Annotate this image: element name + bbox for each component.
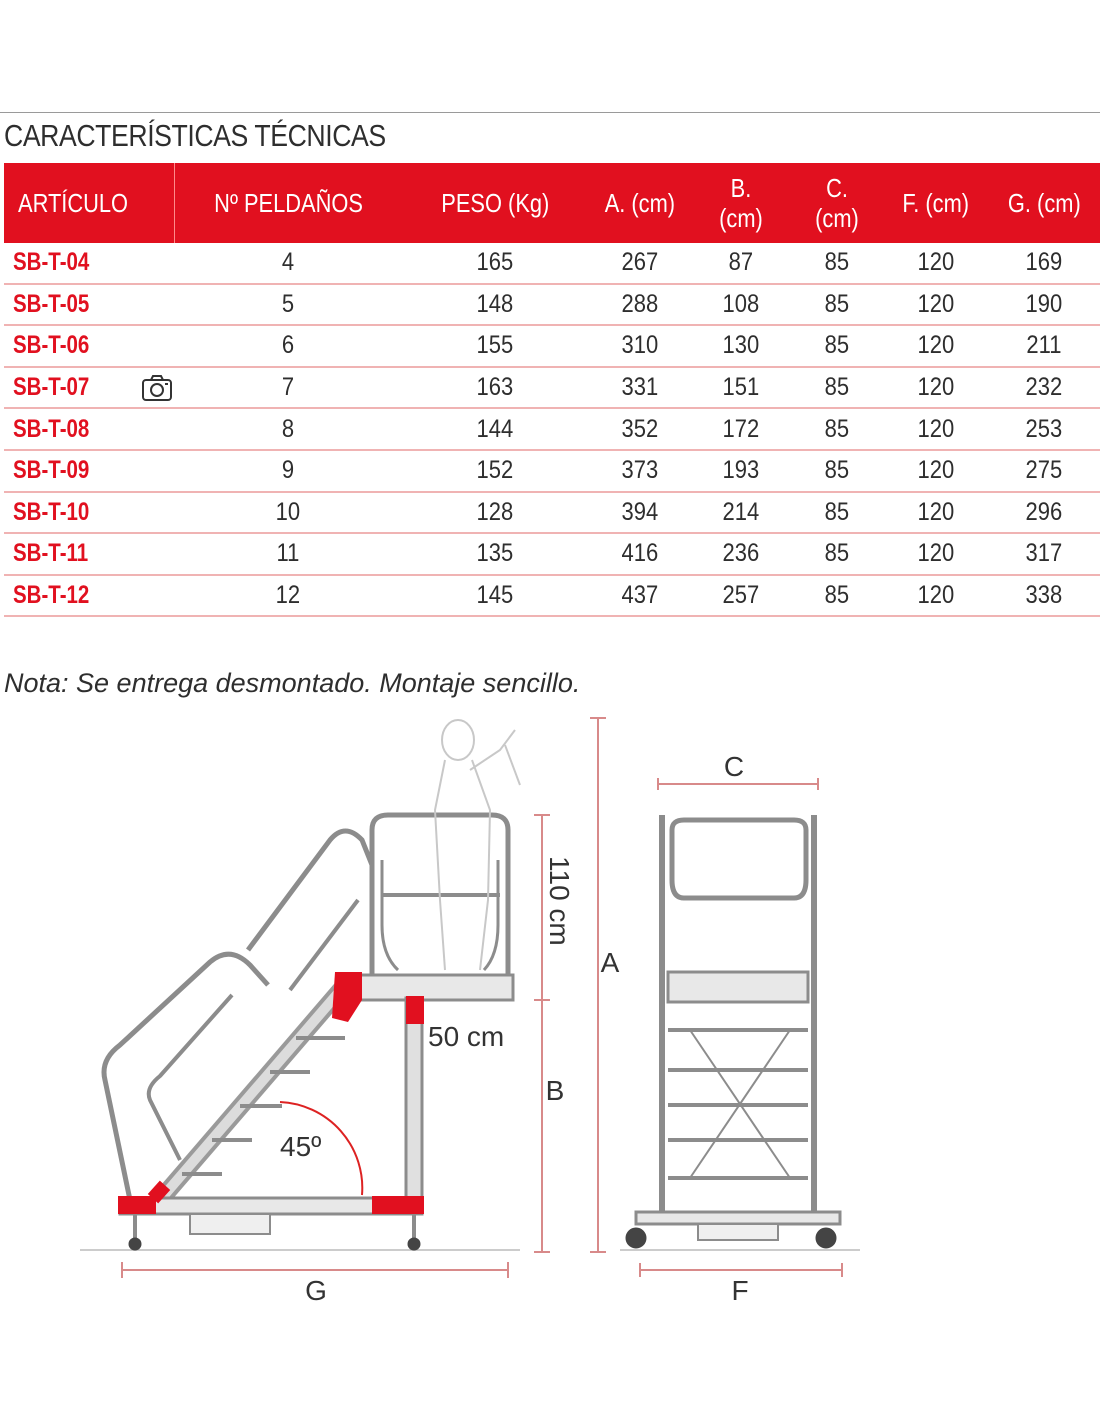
table-cell: 352 bbox=[588, 408, 692, 450]
table-cell: 120 bbox=[884, 533, 988, 575]
table-cell: 373 bbox=[588, 450, 692, 492]
table-cell: 267 bbox=[588, 243, 692, 284]
table-cell: 85 bbox=[790, 533, 884, 575]
cell-articulo: SB-T-05 bbox=[4, 284, 174, 326]
label-c: C bbox=[723, 751, 745, 782]
table-cell: 214 bbox=[692, 492, 790, 534]
table-cell: 394 bbox=[588, 492, 692, 534]
table-cell: 10 bbox=[174, 492, 402, 534]
table-cell: 144 bbox=[402, 408, 588, 450]
table-header-row bbox=[4, 163, 1100, 243]
table-cell: 310 bbox=[588, 325, 692, 367]
header-c: C. (cm) bbox=[790, 163, 884, 243]
table-cell: 85 bbox=[790, 325, 884, 367]
camera-icon[interactable] bbox=[141, 374, 173, 402]
table-cell: 85 bbox=[790, 243, 884, 284]
table-cell: 145 bbox=[402, 575, 588, 617]
table-cell: 275 bbox=[988, 450, 1100, 492]
table-row bbox=[4, 284, 1100, 326]
label-a: A bbox=[600, 947, 620, 978]
header-f: F. (cm) bbox=[884, 163, 988, 243]
table-cell: 4 bbox=[174, 243, 402, 284]
table-cell: 87 bbox=[692, 243, 790, 284]
table-cell: 128 bbox=[402, 492, 588, 534]
table-cell: 211 bbox=[988, 325, 1100, 367]
table-cell: 120 bbox=[884, 325, 988, 367]
table-cell: 165 bbox=[402, 243, 588, 284]
table-cell: 152 bbox=[402, 450, 588, 492]
table-cell: 85 bbox=[790, 284, 884, 326]
table-cell: 288 bbox=[588, 284, 692, 326]
table-cell: 190 bbox=[988, 284, 1100, 326]
table-cell: 232 bbox=[988, 367, 1100, 409]
assembly-note: Nota: Se entrega desmontado. Montaje sencillo. bbox=[4, 668, 581, 698]
table-cell: 120 bbox=[884, 575, 988, 617]
cell-articulo: SB-T-11 bbox=[4, 533, 174, 575]
cell-articulo: SB-T-04 bbox=[4, 243, 174, 284]
cell-articulo: SB-T-07 bbox=[4, 367, 174, 409]
table-cell: 7 bbox=[174, 367, 402, 409]
label-110cm: 110 cm bbox=[544, 856, 575, 946]
cell-articulo: SB-T-06 bbox=[4, 325, 174, 367]
header-g: G. (cm) bbox=[988, 163, 1100, 243]
table-cell: 236 bbox=[692, 533, 790, 575]
table-row bbox=[4, 367, 1100, 409]
table-cell: 130 bbox=[692, 325, 790, 367]
table-row bbox=[4, 575, 1100, 617]
table-cell: 11 bbox=[174, 533, 402, 575]
table-cell: 135 bbox=[402, 533, 588, 575]
top-rule bbox=[0, 112, 1100, 113]
table-cell: 120 bbox=[884, 367, 988, 409]
table-cell: 416 bbox=[588, 533, 692, 575]
table-cell: 120 bbox=[884, 450, 988, 492]
table-cell: 257 bbox=[692, 575, 790, 617]
cell-articulo: SB-T-09 bbox=[4, 450, 174, 492]
table-cell: 85 bbox=[790, 408, 884, 450]
ladder-diagram bbox=[0, 700, 1100, 1320]
table-cell: 193 bbox=[692, 450, 790, 492]
table-cell: 338 bbox=[988, 575, 1100, 617]
label-b: B bbox=[545, 1075, 565, 1106]
table-cell: 331 bbox=[588, 367, 692, 409]
table-cell: 437 bbox=[588, 575, 692, 617]
table-cell: 317 bbox=[988, 533, 1100, 575]
header-peldanos: Nº PELDAÑOS bbox=[174, 163, 402, 243]
table-row bbox=[4, 533, 1100, 575]
table-cell: 85 bbox=[790, 575, 884, 617]
table-cell: 85 bbox=[790, 492, 884, 534]
header-a: A. (cm) bbox=[588, 163, 692, 243]
table-cell: 296 bbox=[988, 492, 1100, 534]
red-joints bbox=[118, 972, 424, 1214]
label-f: F bbox=[731, 1275, 749, 1306]
front-view-ladder bbox=[627, 815, 840, 1247]
table-cell: 120 bbox=[884, 284, 988, 326]
header-peso: PESO (Kg) bbox=[402, 163, 588, 243]
table-cell: 120 bbox=[884, 408, 988, 450]
table-cell: 163 bbox=[402, 367, 588, 409]
header-articulo: ARTÍCULO bbox=[4, 163, 174, 243]
table-cell: 85 bbox=[790, 367, 884, 409]
label-g: G bbox=[305, 1275, 327, 1306]
table-row bbox=[4, 325, 1100, 367]
cell-articulo: SB-T-08 bbox=[4, 408, 174, 450]
table-cell: 6 bbox=[174, 325, 402, 367]
table-cell: 120 bbox=[884, 492, 988, 534]
header-b: B. (cm) bbox=[692, 163, 790, 243]
table-cell: 169 bbox=[988, 243, 1100, 284]
table-cell: 85 bbox=[790, 450, 884, 492]
table-cell: 151 bbox=[692, 367, 790, 409]
table-cell: 148 bbox=[402, 284, 588, 326]
table-cell: 9 bbox=[174, 450, 402, 492]
section-title: CARACTERÍSTICAS TÉCNICAS bbox=[4, 118, 386, 153]
table-row bbox=[4, 492, 1100, 534]
table-cell: 8 bbox=[174, 408, 402, 450]
table-cell: 155 bbox=[402, 325, 588, 367]
table-row bbox=[4, 243, 1100, 284]
table-cell: 5 bbox=[174, 284, 402, 326]
table-row bbox=[4, 450, 1100, 492]
table-cell: 12 bbox=[174, 575, 402, 617]
table-cell: 253 bbox=[988, 408, 1100, 450]
table-cell: 108 bbox=[692, 284, 790, 326]
table-cell: 120 bbox=[884, 243, 988, 284]
label-50cm: 50 cm bbox=[428, 1021, 505, 1052]
cell-articulo: SB-T-10 bbox=[4, 492, 174, 534]
label-angle: 45º bbox=[280, 1131, 322, 1162]
spec-table bbox=[4, 163, 1100, 617]
table-row bbox=[4, 408, 1100, 450]
cell-articulo: SB-T-12 bbox=[4, 575, 174, 617]
table-cell: 172 bbox=[692, 408, 790, 450]
